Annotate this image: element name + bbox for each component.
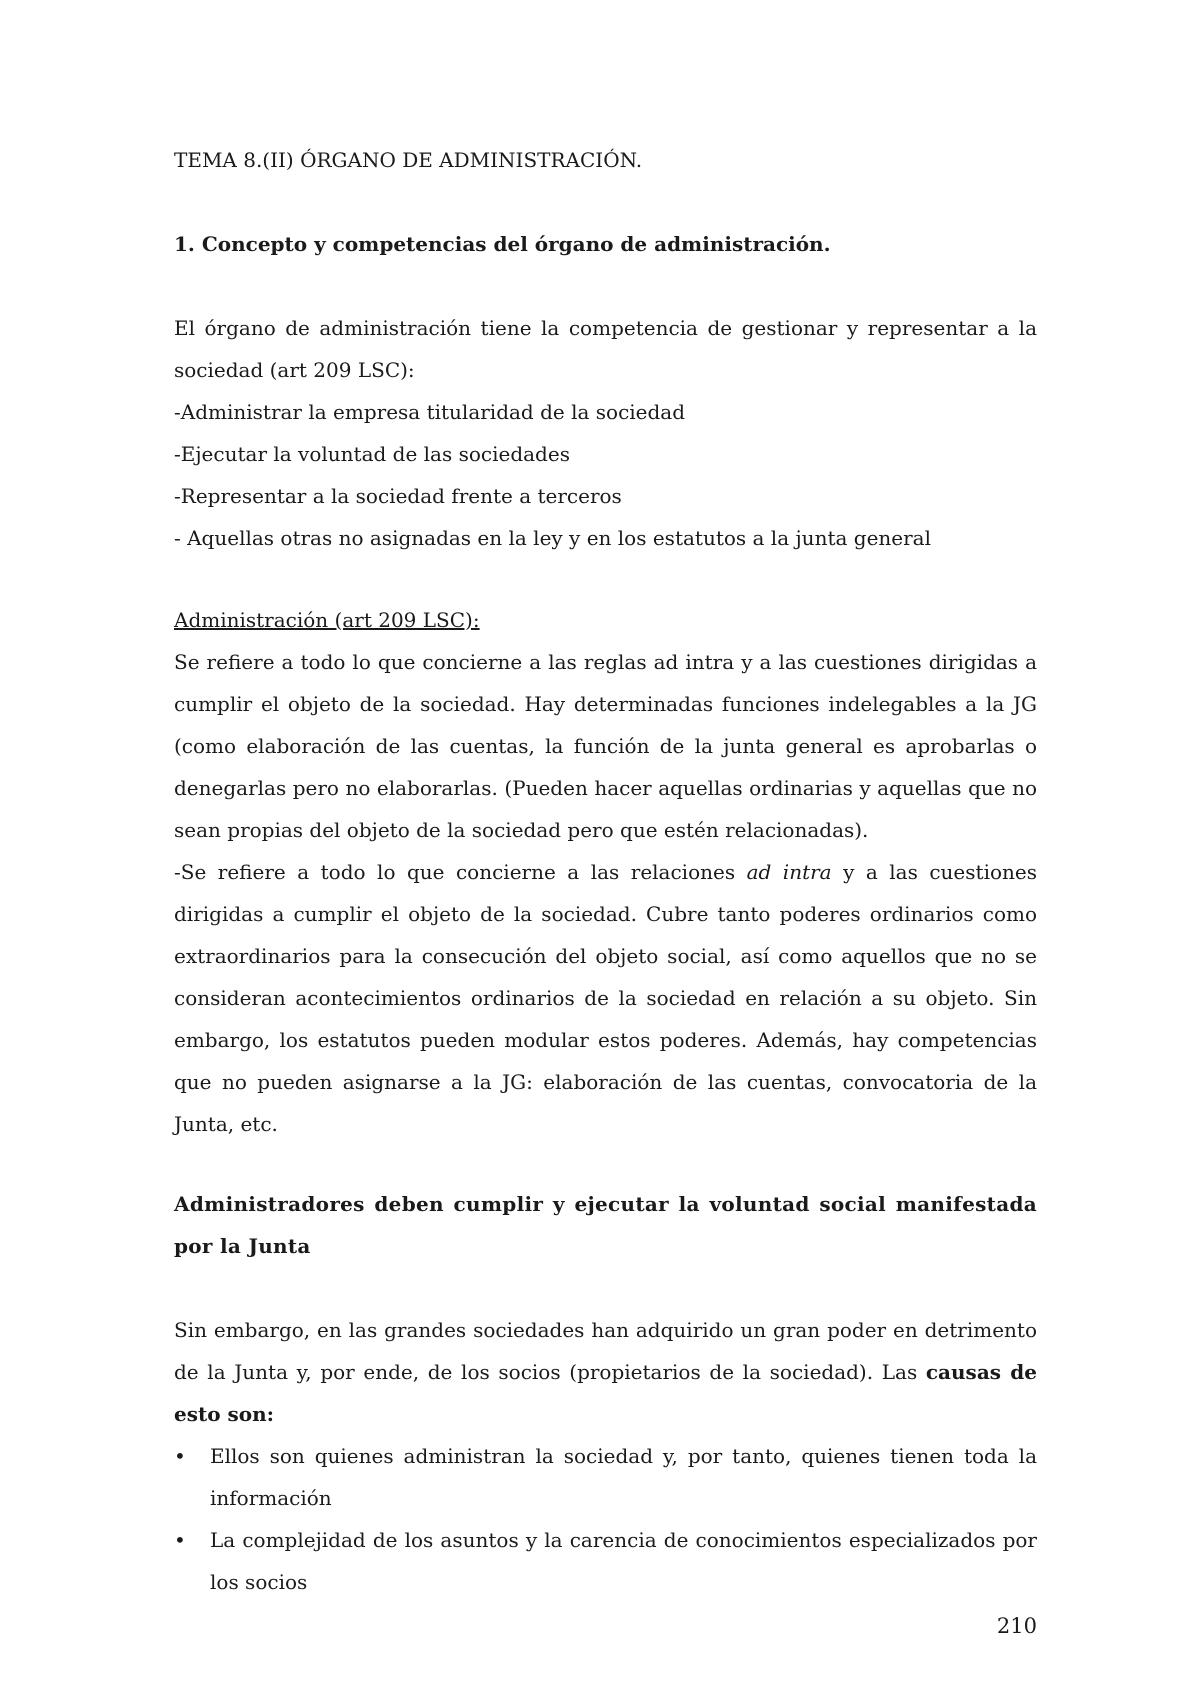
admin-paragraph-1: Se refiere a todo lo que concierne a las reglas ad intra y a las cuestiones dirigidas a cumplir el objeto de la sociedad. Hay determinadas funciones indelegables a la JG (como elaboración de las cuentas, la función de la junta general es aprobarlas o denegarlas pero no elaborarlas. (Pueden hacer aquellas ordinarias y aquellas que no sean propias del objeto de la sociedad pero que estén relacionadas). <box>174 650 1037 842</box>
causas-block <box>174 1309 1037 1603</box>
list-item <box>174 1435 1037 1519</box>
list-item-text: La complejidad de los asuntos y la carencia de conocimientos especializados por los socios <box>210 1528 1037 1594</box>
document-page <box>174 0 1037 1696</box>
bullet-icon: • <box>174 1528 186 1552</box>
ad-intra-term: ad intra <box>746 860 832 884</box>
causas-list <box>174 1435 1037 1603</box>
admin-paragraph-2 <box>174 851 1037 1145</box>
page-number: 210 <box>996 1614 1037 1638</box>
admin-paragraph-2-end: y a las cuestiones dirigidas a cumplir el objeto de la sociedad. Cubre tanto poderes ordinarios como extraordinarios para la consecución del objeto social, así como aquellos que no se consideran acontecimientos ordinarios de la sociedad en relación a su objeto. Sin embargo, los estatutos pueden modular estos poderes. Además, hay competencias que no pueden asignarse a la JG: elaboración de las cuentas, convocatoria de la Junta, etc. <box>174 860 1037 1136</box>
competencia-item: - Aquellas otras no asignadas en la ley y en los estatutos a la junta general <box>174 526 932 550</box>
junta-heading-block <box>174 1183 1037 1267</box>
document-title: TEMA 8.(II) ÓRGANO DE ADMINISTRACIÓN. <box>174 148 643 172</box>
section-heading: 1. Concepto y competencias del órgano de administración. <box>174 232 831 256</box>
causas-label: causas de esto son: <box>174 1360 1038 1426</box>
competencia-item: -Representar a la sociedad frente a terceros <box>174 484 622 508</box>
administradores-heading: Administradores deben cumplir y ejecutar la voluntad social manifestada por la Junta <box>174 1192 1037 1258</box>
competencia-item: -Administrar la empresa titularidad de la sociedad <box>174 400 686 424</box>
competencias-block <box>174 307 1037 559</box>
causas-intro-paragraph <box>174 1309 1037 1435</box>
competencia-item: -Ejecutar la voluntad de las sociedades <box>174 442 570 466</box>
bullet-icon: • <box>174 1444 186 1468</box>
list-item <box>174 1519 1037 1603</box>
admin-subheading: Administración (art 209 LSC): <box>174 608 480 632</box>
admin-paragraph-2-start: -Se refiere a todo lo que concierne a las relaciones <box>174 860 747 884</box>
administracion-block <box>174 599 1037 1145</box>
intro-paragraph: El órgano de administración tiene la competencia de gestionar y representar a la sociedad (art 209 LSC): <box>174 316 1037 382</box>
list-item-text: Ellos son quienes administran la sociedad y, por tanto, quienes tienen toda la información <box>210 1444 1037 1510</box>
causas-intro-text: Sin embargo, en las grandes sociedades han adquirido un gran poder en detrimento de la Junta y, por ende, de los socios (propietarios de la sociedad). Las <box>174 1318 1037 1384</box>
